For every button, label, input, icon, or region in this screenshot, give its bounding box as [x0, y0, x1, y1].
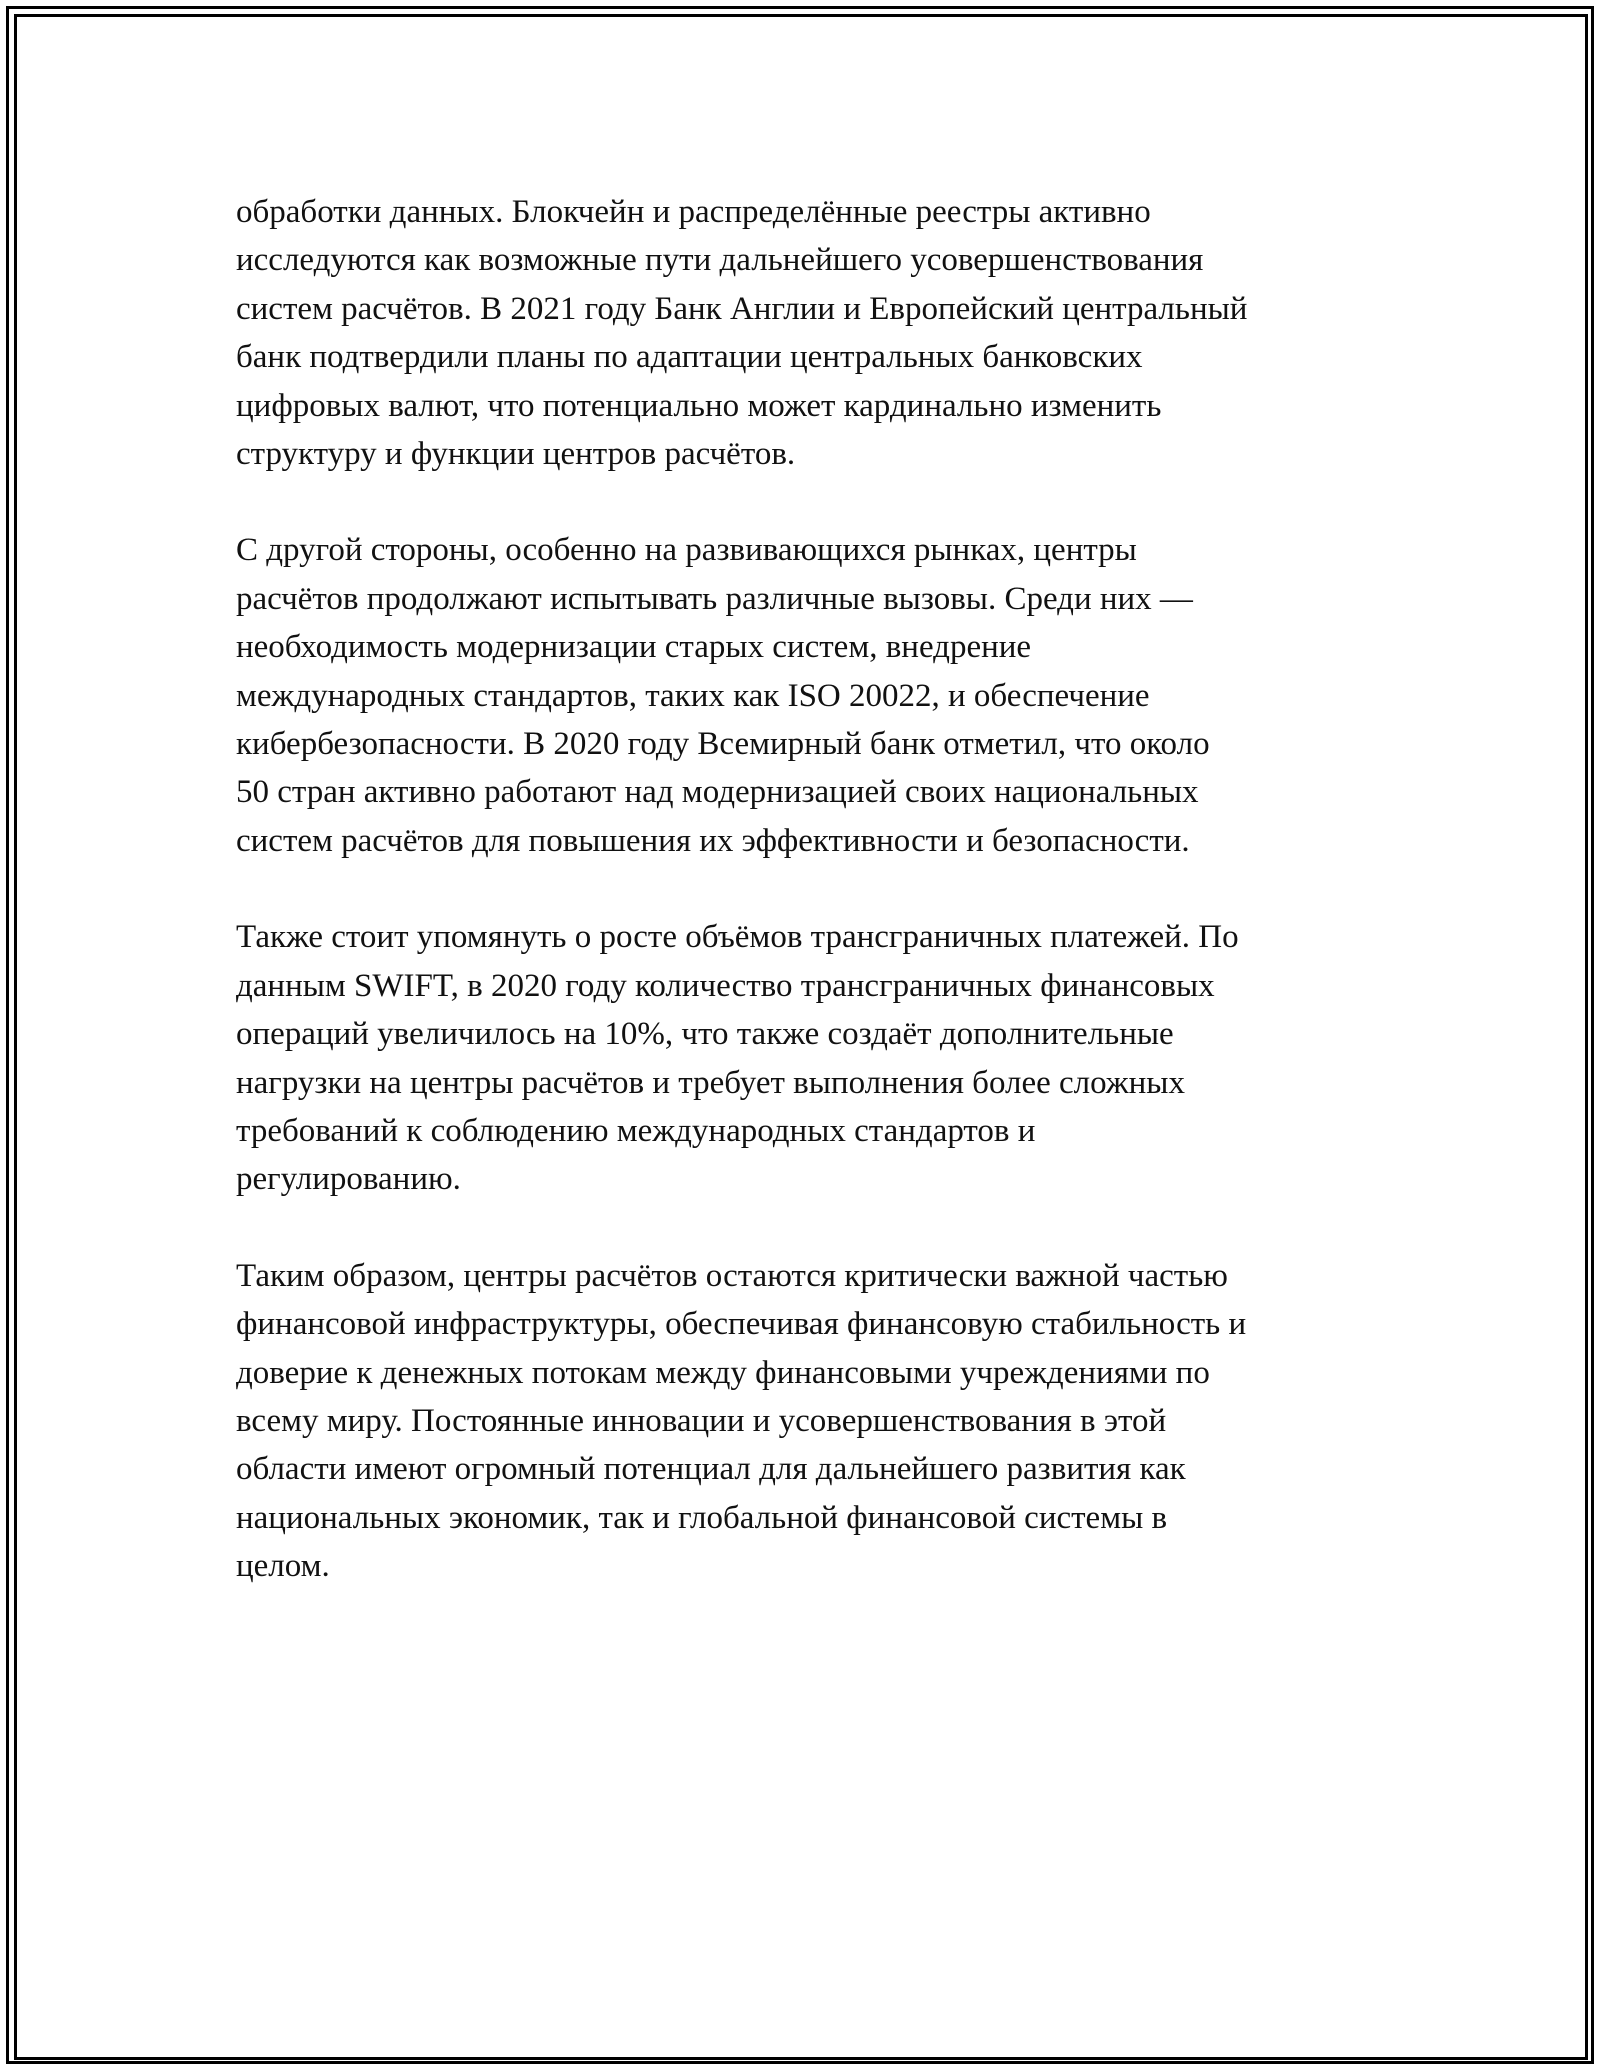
text-line: области имеют огромный потенциал для дальнейшего развития как [236, 1451, 1186, 1488]
text-line: операций увеличилось на 10%, что также создаёт дополнительные [236, 1016, 1174, 1053]
text-line: расчётов продолжают испытывать различные вызовы. Среди них — [236, 580, 1193, 617]
text-line: регулированию. [236, 1161, 461, 1198]
paragraph-1 [236, 188, 1396, 478]
text-line: 50 стран активно работают над модернизацией своих национальных [236, 774, 1199, 811]
text-line: исследуются как возможные пути дальнейшего усовершенствования [236, 242, 1204, 279]
text-line: целом. [236, 1548, 330, 1585]
text-line: обработки данных. Блокчейн и распределённые реестры активно [236, 194, 1151, 230]
text-line: всему миру. Постоянные инновации и усовершенствования в этой [236, 1402, 1167, 1439]
text-line: Также стоит упомянуть о росте объёмов трансграничных платежей. По [236, 919, 1239, 956]
text-line: систем расчётов. В 2021 году Банк Англии и Европейский центральный [236, 290, 1248, 327]
text-line: Таким образом, центры расчётов остаются критически важной частью [236, 1257, 1228, 1294]
text-line: цифровых валют, что потенциально может кардинально изменить [236, 387, 1162, 424]
text-line: нагрузки на центры расчётов и требует выполнения более сложных [236, 1064, 1185, 1101]
paragraph-3 [236, 913, 1396, 1203]
text-line: структуру и функции центров расчётов. [236, 436, 796, 473]
text-line: систем расчётов для повышения их эффективности и безопасности. [236, 822, 1190, 859]
text-line: национальных экономик, так и глобальной финансовой системы в [236, 1499, 1168, 1536]
text-line: доверие к денежных потокам между финансовыми учреждениями по [236, 1354, 1210, 1391]
text-line: необходимость модернизации старых систем, внедрение [236, 629, 1032, 666]
paragraph-4 [236, 1252, 1396, 1591]
text-line: финансовой инфраструктуры, обеспечивая финансовую стабильность и [236, 1306, 1247, 1343]
document-body [236, 188, 1396, 1639]
text-line: требований к соблюдению международных стандартов и [236, 1112, 1036, 1149]
text-line: международных стандартов, таких как ISO 20022, и обеспечение [236, 677, 1150, 714]
text-line: кибербезопасности. В 2020 году Всемирный банк отметил, что около [236, 726, 1210, 763]
text-line: С другой стороны, особенно на развивающихся рынках, центры [236, 532, 1137, 569]
text-line: банк подтвердили планы по адаптации центральных банковских [236, 339, 1143, 376]
text-line: данным SWIFT, в 2020 году количество трансграничных финансовых [236, 967, 1215, 1004]
paragraph-2 [236, 526, 1396, 865]
